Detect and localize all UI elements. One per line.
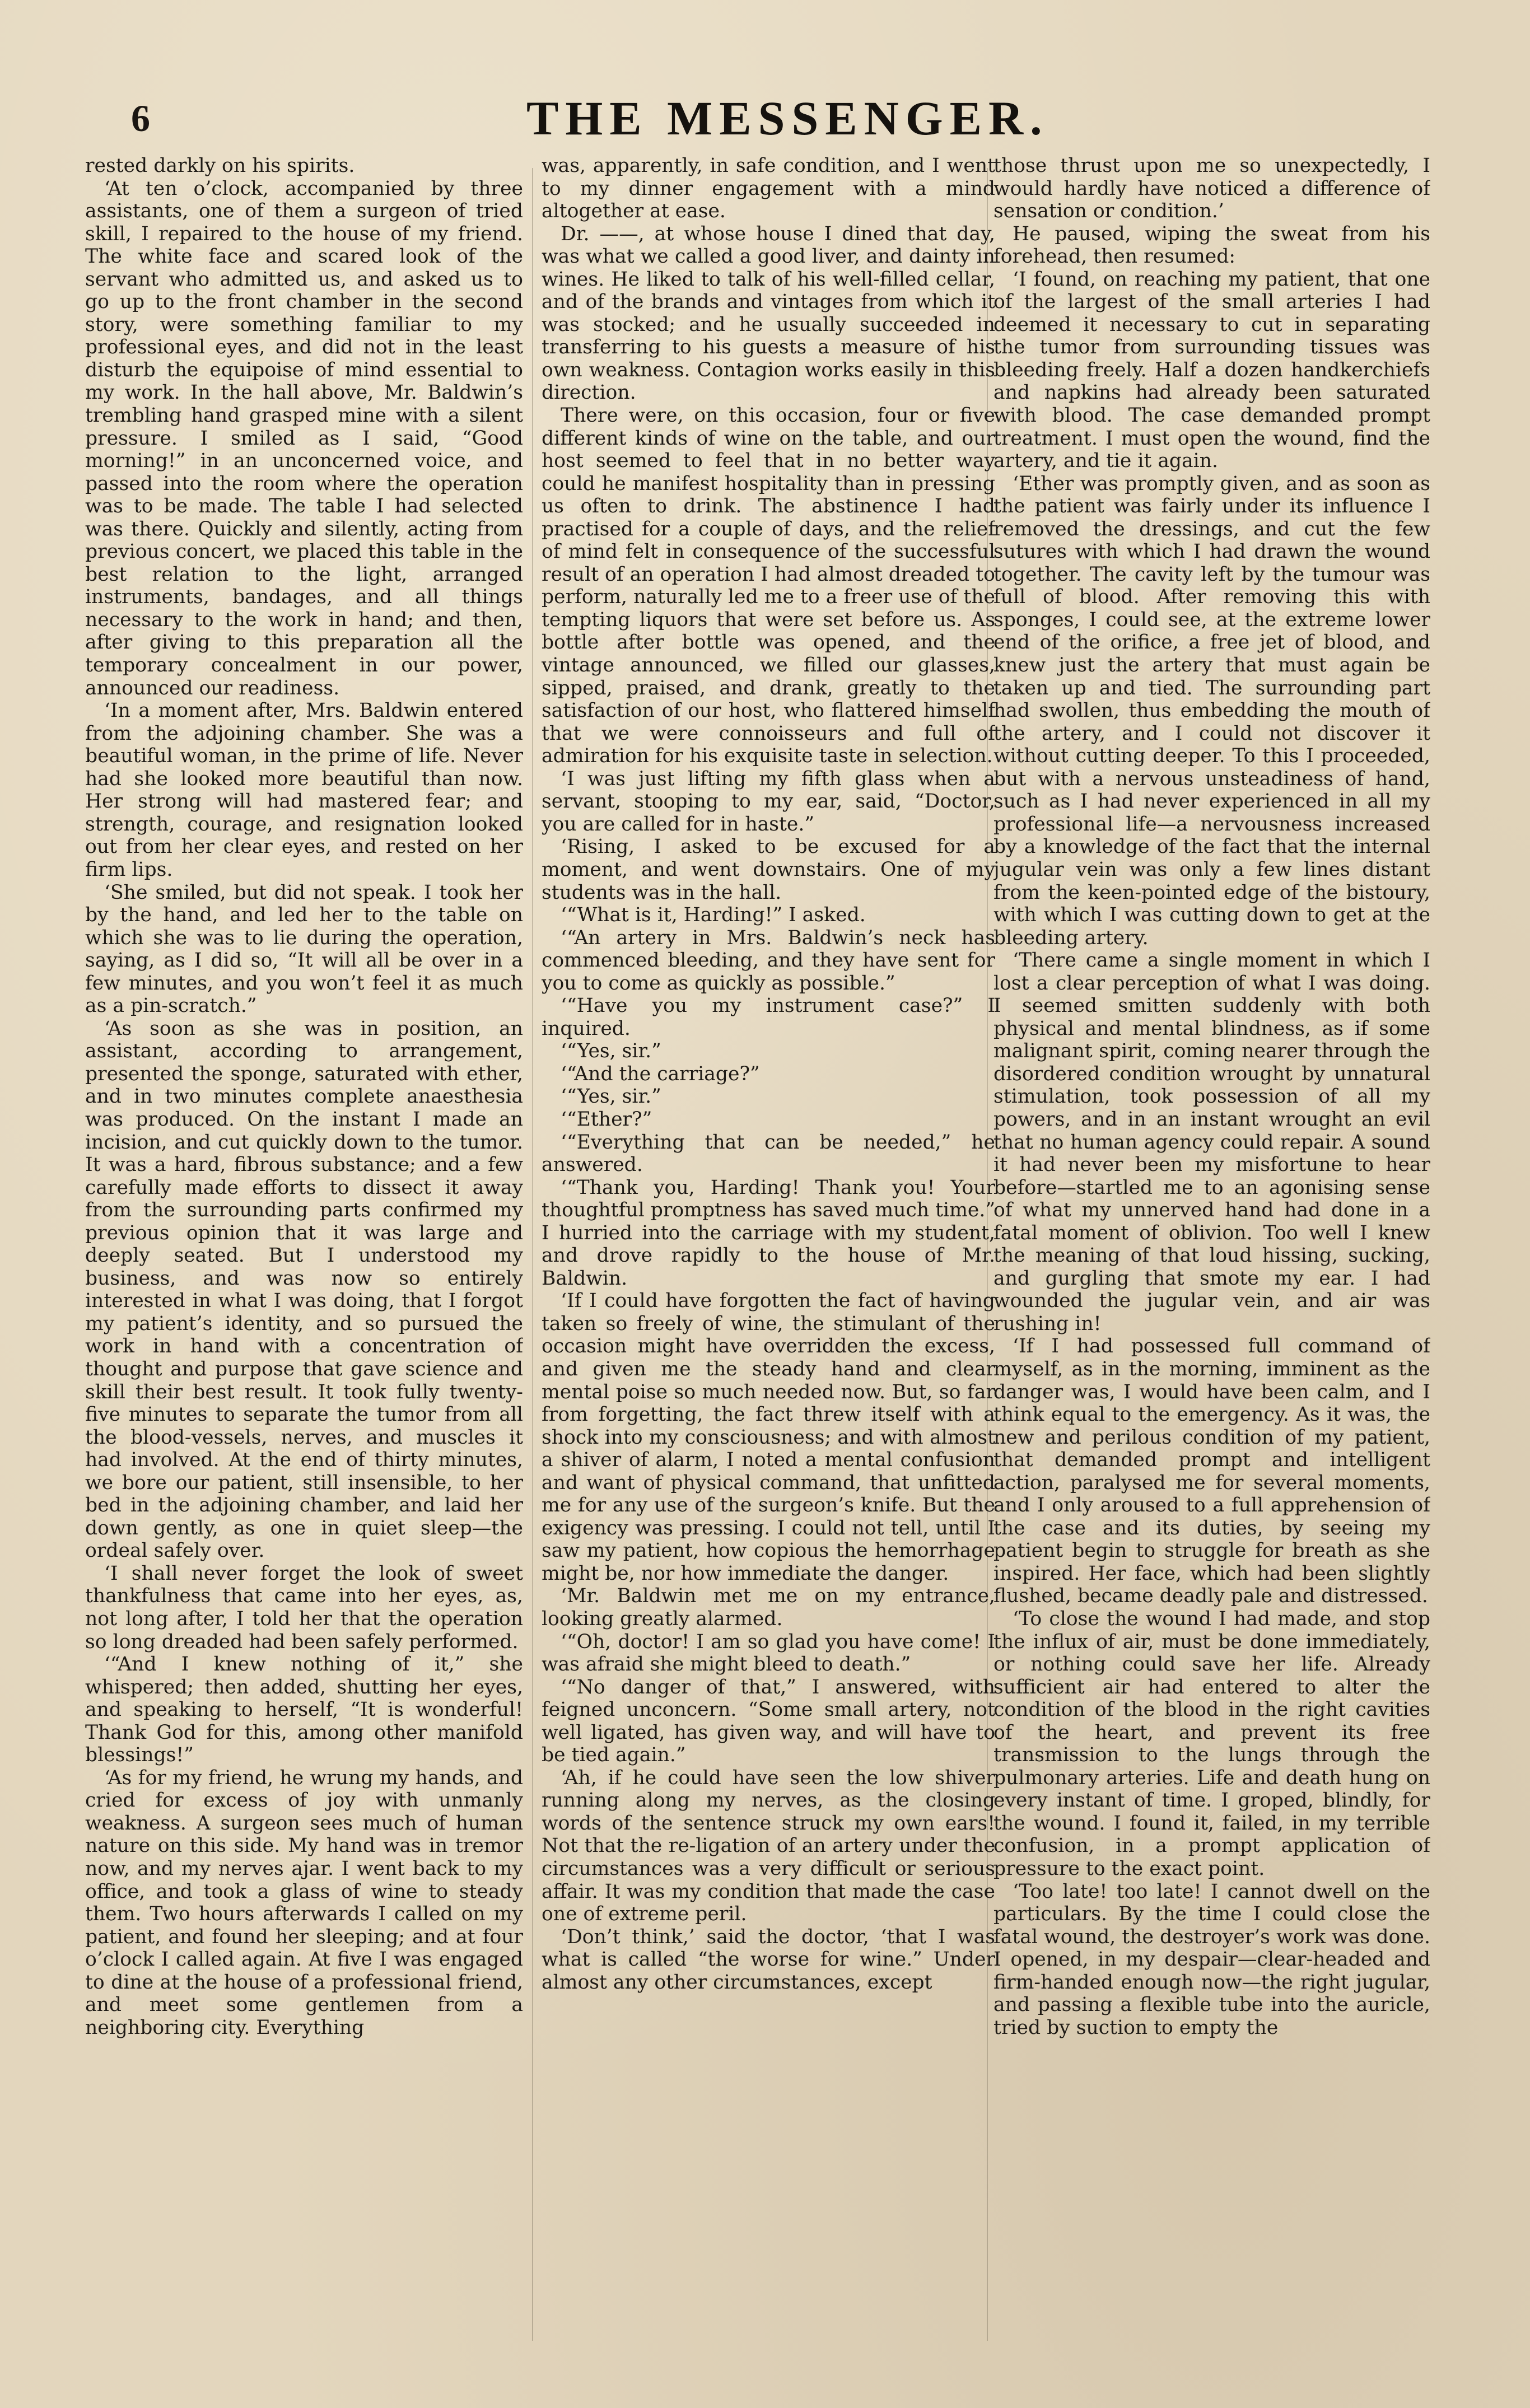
column-divider xyxy=(532,168,533,2341)
paragraph: ‘I was just lifting my fifth glass when a servant, stooping to my ear, said, “Doctor, you are called for in haste.” xyxy=(542,767,995,836)
page-number: 6 xyxy=(131,97,150,139)
paragraph: ‘“Oh, doctor! I am so glad you have come! I was afraid she might bleed to death.” xyxy=(542,1630,995,1676)
paragraph: There were, on this occasion, four or five different kinds of wine on the table, and our host seemed to feel that in no better way could he manifest hospitality than in pressing us often to drink. The abstinence I had practised for a couple of days, and the relief of mind felt in consequence of the successful result of an operation I had almost dreaded to perform, naturally led me to a freer use of the tempting liquors that were set before us. As bottle after bottle was opened, and the vintage announced, we filled our glasses, sipped, praised, and drank, greatly to the satisfaction of our host, who flattered himself that we were connoisseurs and full of admiration for his exquisite taste in selection. xyxy=(542,404,995,768)
masthead-title: THE MESSENGER. xyxy=(526,91,1049,145)
paragraph: ‘At ten o’clock, accompanied by three assistants, one of them a surgeon of tried skill, I repaired to the house of my friend. The white face and scared look of the servant who admitted us, and asked us to go up to the front chamber in the second story, were something familiar to my professional eyes, and did not in the least disturb the equipoise of mind essential to my work. In the hall above, Mr. Baldwin’s trembling hand grasped mine with a silent pressure. I smiled as I said, “Good morning!” in an unconcerned voice, and passed into the room where the operation was to be made. The table I had selected was there. Quickly and silently, acting from previous concert, we placed this table in the best relation to the light, arranged instruments, bandages, and all things necessary to the work in hand; and then, after giving to this preparation all the temporary concealment in our power, announced our readiness. xyxy=(85,177,523,699)
paragraph: ‘“Thank you, Harding! Thank you! Your thoughtful promptness has saved much time.” I hurried into the carriage with my student, and drove rapidly to the house of Mr. Baldwin. xyxy=(542,1176,995,1290)
paragraph: ‘“An artery in Mrs. Baldwin’s neck has commenced bleeding, and they have sent for you to come as quickly as possible.” xyxy=(542,926,995,995)
paragraph: ‘Too late! too late! I cannot dwell on the particulars. By the time I could close the fatal wound, the destroyer’s work was done. I opened, in my despair—clear-headed and firm-handed enough now—the right jugular, and passing a flexible tube into the auricle, tried by suction to empty the xyxy=(993,1880,1430,2039)
paragraph: Dr. ——, at whose house I dined that day, was what we called a good liver, and dainty in wines. He liked to talk of his well-filled cellar, and of the brands and vintages from which it was stocked; and he usually succeeded in transferring to his guests a measure of his own weakness. Contagion works easily in this direction. xyxy=(542,222,995,404)
paragraph: ‘In a moment after, Mrs. Baldwin entered from the adjoining chamber. She was a beautiful woman, in the prime of life. Never had she looked more beautiful than now. Her strong will had mastered fear; and strength, courage, and resignation looked out from her clear eyes, and rested on her firm lips. xyxy=(85,699,523,881)
paragraph: ‘Rising, I asked to be excused for a moment, and went downstairs. One of my students was in the hall. xyxy=(542,836,995,904)
paragraph: ‘I found, on reaching my patient, that one of the largest of the small arteries I had deemed it necessary to cut in separating the tumor from surrounding tissues was bleeding freely. Half a dozen handkerchiefs and napkins had already been saturated with blood. The case demanded prompt treatment. I must open the wound, find the artery, and tie it again. xyxy=(993,268,1430,473)
paragraph: ‘She smiled, but did not speak. I took her by the hand, and led her to the table on which she was to lie during the operation, saying, as I did so, “It will all be over in a few minutes, and you won’t feel it as much as a pin-scratch.” xyxy=(85,881,523,1018)
paragraph: ‘Ah, if he could have seen the low shiver running along my nerves, as the closing words of the sentence struck my own ears! Not that the re-ligation of an artery under the circumstances was a very difficult or serious affair. It was my condition that made the case one of extreme peril. xyxy=(542,1766,995,1926)
paragraph: ‘Don’t think,’ said the doctor, ‘that I was what is called “the worse for wine.” Under almost any other circumstances, except xyxy=(542,1925,995,1994)
paragraph: was, apparently, in safe condition, and I went to my dinner engagement with a mind altogether at ease. xyxy=(542,155,995,223)
paragraph: ‘I shall never forget the look of sweet thankfulness that came into her eyes, as, not long after, I told her that the operation so long dreaded had been safely performed. xyxy=(85,1562,523,1653)
article-column-2 xyxy=(542,155,995,2389)
article-column-1 xyxy=(85,155,523,2389)
paragraph: ‘“Have you my instrument case?” I inquired. xyxy=(542,995,995,1040)
paragraph: ‘“What is it, Harding!” I asked. xyxy=(561,904,866,927)
paragraph: ‘There came a single moment in which I lost a clear perception of what I was doing. I seemed smitten suddenly with both physical and mental blindness, as if some malignant spirit, coming nearer through the disordered condition wrought by unnatural stimulation, took possession of all my powers, and in an instant wrought an evil that no human agency could repair. A sound it had never been my misfortune to hear before—startled me to an agonising sense of what my unnerved hand had done in a fatal moment of oblivion. Too well I knew the meaning of that loud hissing, sucking, and gurgling that smote my ear. I had wounded the jugular vein, and air was rushing in! xyxy=(993,949,1430,1335)
paragraph: ‘“Yes, sir.” xyxy=(561,1040,661,1063)
paragraph: ‘To close the wound I had made, and stop the influx of air, must be done immediately, or nothing could save her life. Already sufficient air had entered to alter the condition of the blood in the right cavities of the heart, and prevent its free transmission to the lungs through the pulmonary arteries. Life and death hung on every instant of time. I groped, blindly, for the wound. I found it, failed, in my terrible confusion, in a prompt application of pressure to the exact point. xyxy=(993,1608,1430,1880)
paragraph: ‘“No danger of that,” I answered, with feigned unconcern. “Some small artery, not well ligated, has given way, and will have to be tied again.” xyxy=(542,1676,995,1767)
paragraph: ‘“Yes, sir.” xyxy=(561,1085,661,1108)
paragraph: ‘If I had possessed full command of myself, as in the morning, imminent as the danger was, I would have been calm, and I think equal to the emergency. As it was, the new and perilous condition of my patient, that demanded prompt and intelligent action, paralysed me for several moments, and I only aroused to a full apprehension of the case and its duties, by seeing my patient begin to struggle for breath as she inspired. Her face, which had been slightly flushed, became deadly pale and distressed. xyxy=(993,1335,1430,1608)
article-column-3 xyxy=(993,155,1430,2389)
paragraph: ‘“Ether?” xyxy=(561,1108,652,1131)
paragraph: ‘“And the carriage?” xyxy=(561,1062,760,1085)
paragraph: ‘Mr. Baldwin met me on my entrance, looking greatly alarmed. xyxy=(542,1585,995,1630)
paragraph: ‘“Everything that can be needed,” he answered. xyxy=(542,1131,995,1177)
paragraph: those thrust upon me so unexpectedly, I would hardly have noticed a difference of sensation or condition.’ xyxy=(993,155,1430,223)
paragraph: He paused, wiping the sweat from his forehead, then resumed: xyxy=(993,222,1430,268)
paragraph: ‘As for my friend, he wrung my hands, and cried for excess of joy with unmanly weakness. A surgeon sees much of human nature on this side. My hand was in tremor now, and my nerves ajar. I went back to my office, and took a glass of wine to steady them. Two hours afterwards I called on my patient, and found her sleeping; and at four o’clock I called again. At five I was engaged to dine at the house of a professional friend, and meet some gentlemen from a neighboring city. Everything xyxy=(85,1766,523,2039)
paragraph: ‘Ether was promptly given, and as soon as the patient was fairly under its influence I removed the dressings, and cut the few sutures with which I had drawn the wound together. The cavity left by the tumour was full of blood. After removing this with sponges, I could see, at the extreme lower end of the orifice, a free jet of blood, and knew just the artery that must again be taken up and tied. The surrounding part had swollen, thus embedding the mouth of the artery, and I could not discover it without cutting deeper. To this I proceeded, but with a nervous unsteadiness of hand, such as I had never experienced in all my professional life—a nervousness increased by a knowledge of the fact that the internal jugular vein was only a few lines distant from the keen-pointed edge of the bistoury, with which I was cutting down to get at the bleeding artery. xyxy=(993,472,1430,949)
paragraph: ‘“And I knew nothing of it,” she whispered; then added, shutting her eyes, and speaking to herself, “It is wonderful! Thank God for this, among other manifold blessings!” xyxy=(85,1653,523,1767)
paragraph: rested darkly on his spirits. xyxy=(85,155,355,177)
paragraph: ‘As soon as she was in position, an assistant, according to arrangement, presented the sponge, saturated with ether, and in two minutes complete anaesthesia was produced. On the instant I made an incision, and cut quickly down to the tumor. It was a hard, fibrous substance; and a few carefully made efforts to dissect it away from the surrounding parts confirmed my previous opinion that it was large and deeply seated. But I understood my business, and was now so entirely interested in what I was doing, that I forgot my patient’s identity, and so pursued the work in hand with a concentration of thought and purpose that gave science and skill their best result. It took fully twenty-five minutes to separate the tumor from all the blood-vessels, nerves, and muscles it had involved. At the end of thirty minutes, we bore our patient, still insensible, to her bed in the adjoining chamber, and laid her down gently, as one in quiet sleep—the ordeal safely over. xyxy=(85,1017,523,1562)
paragraph: ‘If I could have forgotten the fact of having taken so freely of wine, the stimulant of the occasion might have overridden the excess, and given me the steady hand and clear mental poise so much needed now. But, so far from forgetting, the fact threw itself with a shock into my consciousness; and with almost a shiver of alarm, I noted a mental confusion and want of physical command, that unfitted me for any use of the surgeon’s knife. But the exigency was pressing. I could not tell, until I saw my patient, how copious the hemorrhage might be, nor how immediate the danger. xyxy=(542,1290,995,1585)
